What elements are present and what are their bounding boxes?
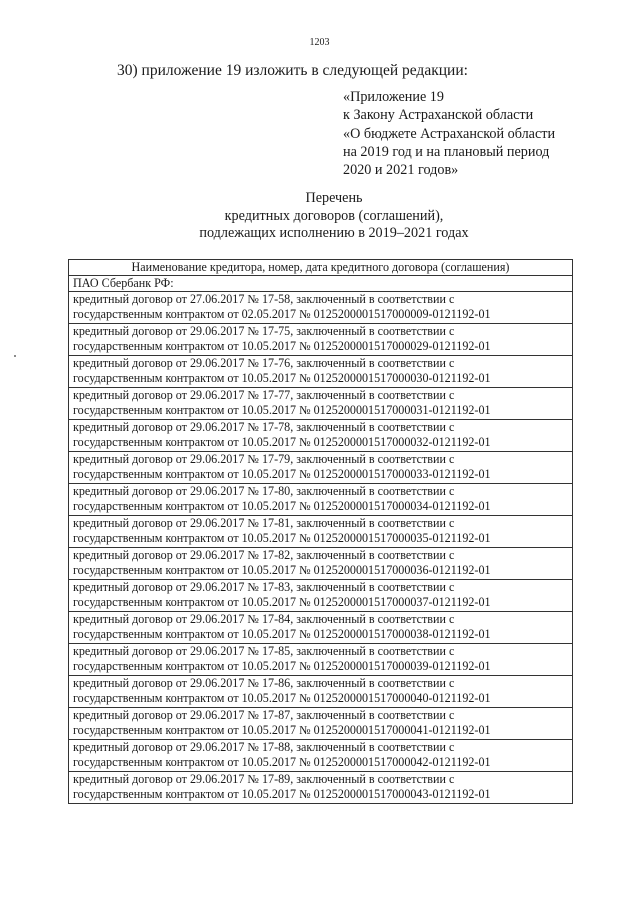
- contract-cell: [69, 388, 573, 420]
- scan-speck: [14, 355, 16, 357]
- contract-cell: [69, 292, 573, 324]
- contract-cell: [69, 612, 573, 644]
- table-row: [69, 612, 573, 644]
- contract-line: кредитный договор от 29.06.2017 № 17-89, заключенный в соответствии с: [73, 772, 455, 786]
- table-row: [69, 452, 573, 484]
- contract-cell: [69, 676, 573, 708]
- bank-name-cell: ПАО Сбербанк РФ:: [69, 276, 573, 292]
- contract-line: кредитный договор от 27.06.2017 № 17-58, заключенный в соответствии с: [73, 292, 455, 306]
- contract-line: государственным контрактом от 10.05.2017 № 0125200001517000031-0121192-01: [73, 403, 491, 417]
- contract-line: государственным контрактом от 02.05.2017 № 0125200001517000009-0121192-01: [73, 307, 491, 321]
- contract-cell: [69, 740, 573, 772]
- table-row: [69, 708, 573, 740]
- contract-cell: [69, 356, 573, 388]
- page-number: 1203: [309, 37, 330, 48]
- appendix-line: к Закону Астраханской области: [343, 107, 534, 124]
- contract-line: государственным контрактом от 10.05.2017 № 0125200001517000043-0121192-01: [73, 787, 491, 801]
- table-row: [69, 356, 573, 388]
- appendix-line: «Приложение 19: [343, 89, 444, 105]
- contract-line: кредитный договор от 29.06.2017 № 17-78, заключенный в соответствии с: [73, 420, 455, 434]
- table-row: [69, 516, 573, 548]
- appendix-line: на 2019 год и на плановый период: [343, 143, 550, 160]
- contract-line: кредитный договор от 29.06.2017 № 17-76, заключенный в соответствии с: [73, 356, 455, 370]
- table-row: [69, 772, 573, 804]
- table-row: [69, 644, 573, 676]
- heading-title: Перечень: [305, 190, 363, 206]
- contract-cell: [69, 484, 573, 516]
- contract-line: государственным контрактом от 10.05.2017 № 0125200001517000039-0121192-01: [73, 659, 491, 673]
- contract-line: кредитный договор от 29.06.2017 № 17-79, заключенный в соответствии с: [73, 452, 455, 466]
- table-row: [69, 740, 573, 772]
- contract-line: государственным контрактом от 10.05.2017 № 0125200001517000041-0121192-01: [73, 723, 491, 737]
- contract-line: государственным контрактом от 10.05.2017 № 0125200001517000035-0121192-01: [73, 531, 491, 545]
- appendix-line: «О бюджете Астраханской области: [343, 125, 556, 142]
- credit-contracts-table: [68, 259, 573, 804]
- table-row: [69, 324, 573, 356]
- contract-line: государственным контрактом от 10.05.2017 № 0125200001517000042-0121192-01: [73, 755, 491, 769]
- table-row: [69, 420, 573, 452]
- heading-subtitle: подлежащих исполнению в 2019–2021 годах: [199, 225, 469, 241]
- contract-line: государственным контрактом от 10.05.2017 № 0125200001517000038-0121192-01: [73, 627, 491, 641]
- contract-cell: [69, 324, 573, 356]
- contract-line: кредитный договор от 29.06.2017 № 17-75, заключенный в соответствии с: [73, 324, 455, 338]
- table-header-cell: Наименование кредитора, номер, дата кредитного договора (соглашения): [69, 260, 573, 276]
- contract-cell: [69, 772, 573, 804]
- contract-line: государственным контрактом от 10.05.2017 № 0125200001517000030-0121192-01: [73, 371, 491, 385]
- contract-line: государственным контрактом от 10.05.2017 № 0125200001517000037-0121192-01: [73, 595, 491, 609]
- contract-cell: [69, 452, 573, 484]
- contract-line: кредитный договор от 29.06.2017 № 17-84, заключенный в соответствии с: [73, 612, 455, 626]
- table-row: [69, 676, 573, 708]
- table-row: [69, 548, 573, 580]
- contract-line: кредитный договор от 29.06.2017 № 17-80, заключенный в соответствии с: [73, 484, 455, 498]
- contract-line: кредитный договор от 29.06.2017 № 17-87, заключенный в соответствии с: [73, 708, 455, 722]
- appendix-line: 2020 и 2021 годов»: [343, 162, 459, 179]
- contract-line: кредитный договор от 29.06.2017 № 17-81, заключенный в соответствии с: [73, 516, 455, 530]
- contract-line: государственным контрактом от 10.05.2017 № 0125200001517000032-0121192-01: [73, 435, 491, 449]
- contract-line: государственным контрактом от 10.05.2017 № 0125200001517000036-0121192-01: [73, 563, 491, 577]
- document-heading: [0, 190, 639, 243]
- table-row: [69, 292, 573, 324]
- contract-line: государственным контрактом от 10.05.2017 № 0125200001517000033-0121192-01: [73, 467, 491, 481]
- table-header-row: [69, 260, 573, 276]
- contract-line: кредитный договор от 29.06.2017 № 17-77, заключенный в соответствии с: [73, 388, 455, 402]
- contract-line: кредитный договор от 29.06.2017 № 17-83, заключенный в соответствии с: [73, 580, 455, 594]
- contract-cell: [69, 548, 573, 580]
- amendment-instruction: 30) приложение 19 изложить в следующей редакции:: [117, 62, 468, 79]
- contract-cell: [69, 580, 573, 612]
- contract-line: кредитный договор от 29.06.2017 № 17-88, заключенный в соответствии с: [73, 740, 455, 754]
- table-row: [69, 580, 573, 612]
- contract-line: государственным контрактом от 10.05.2017 № 0125200001517000040-0121192-01: [73, 691, 491, 705]
- table-row: [69, 388, 573, 420]
- contract-cell: [69, 516, 573, 548]
- heading-subtitle: кредитных договоров (соглашений),: [224, 207, 444, 224]
- appendix-reference: [343, 88, 555, 179]
- contract-line: кредитный договор от 29.06.2017 № 17-82, заключенный в соответствии с: [73, 548, 455, 562]
- contract-line: кредитный договор от 29.06.2017 № 17-86, заключенный в соответствии с: [73, 676, 455, 690]
- contract-line: государственным контрактом от 10.05.2017 № 0125200001517000034-0121192-01: [73, 499, 491, 513]
- bank-row: [69, 276, 573, 292]
- contract-cell: [69, 708, 573, 740]
- contract-line: кредитный договор от 29.06.2017 № 17-85, заключенный в соответствии с: [73, 644, 455, 658]
- contract-cell: [69, 420, 573, 452]
- contract-line: государственным контрактом от 10.05.2017 № 0125200001517000029-0121192-01: [73, 339, 491, 353]
- contract-cell: [69, 644, 573, 676]
- table-row: [69, 484, 573, 516]
